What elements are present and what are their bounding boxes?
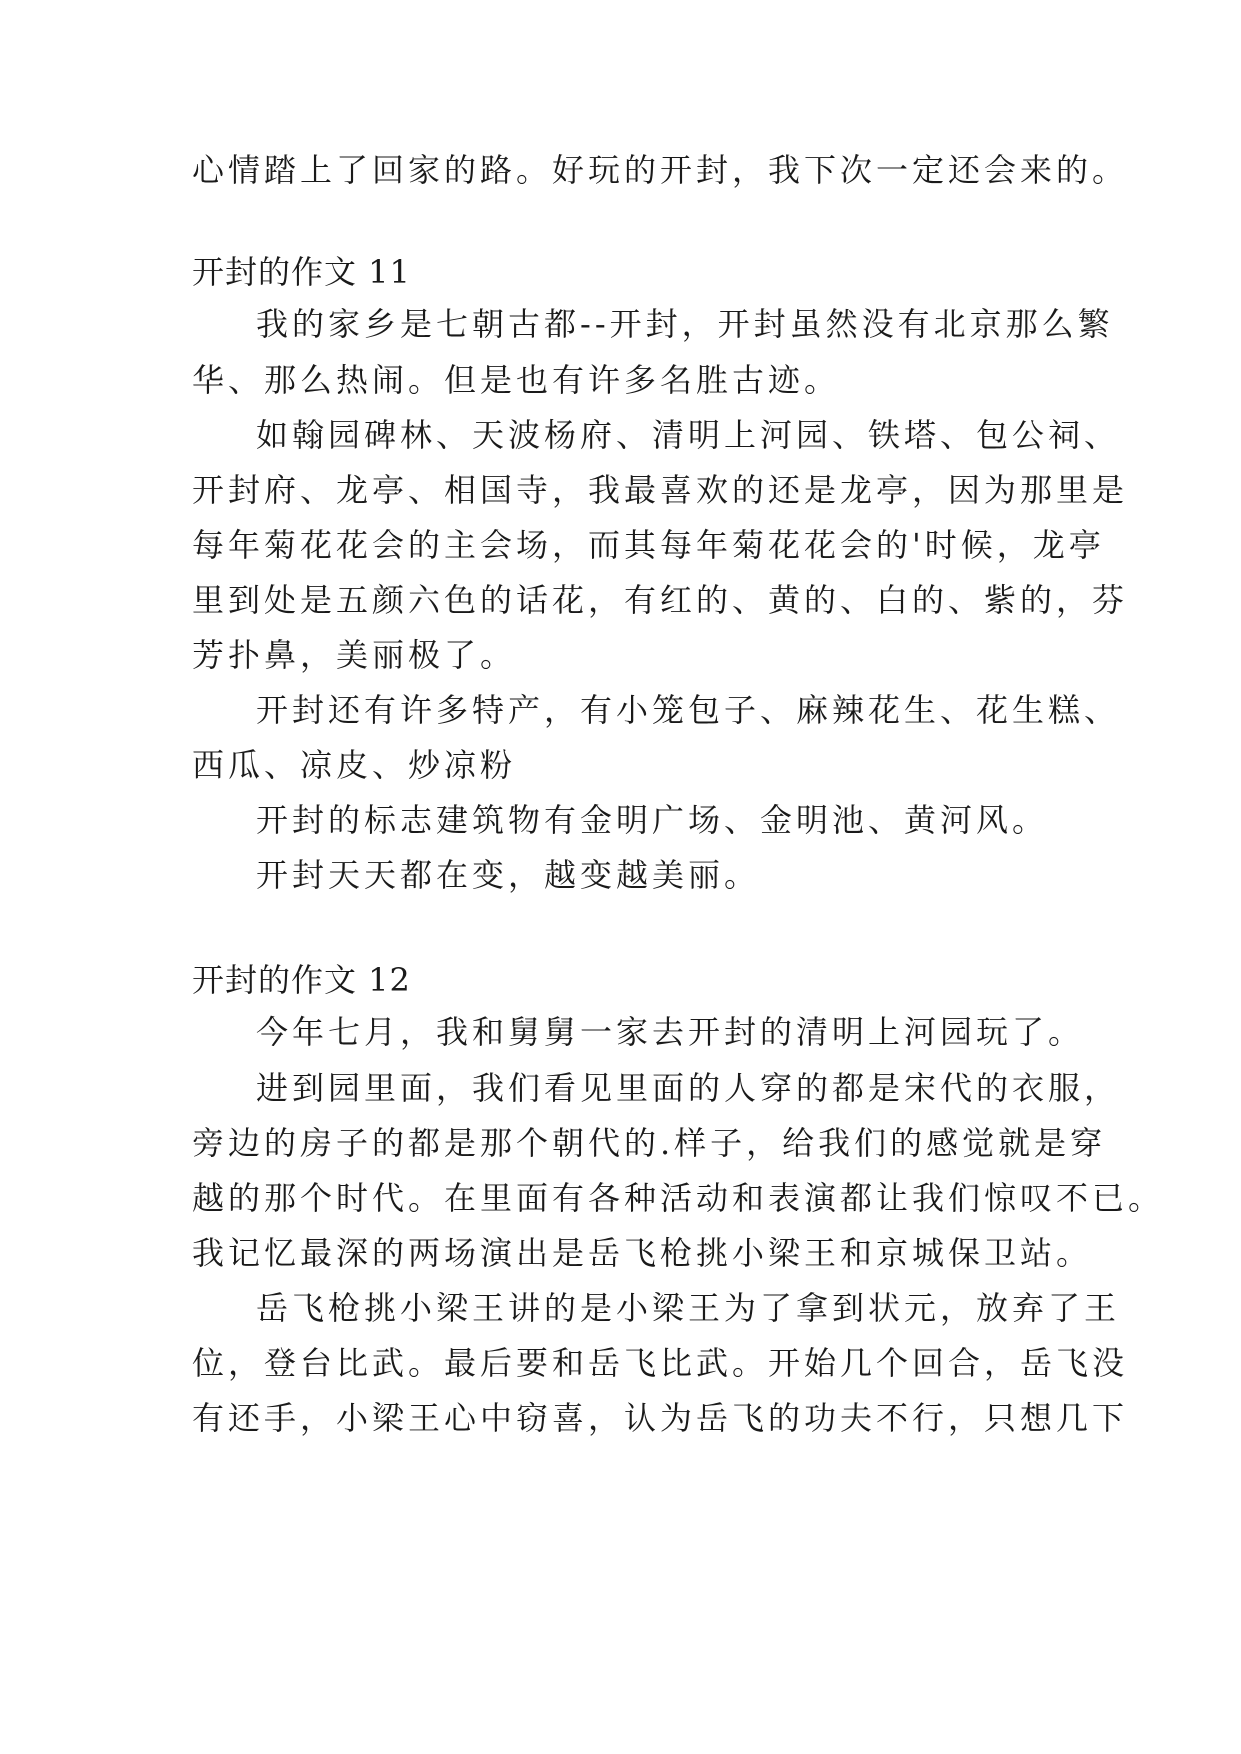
essay-12-line: 越的那个时代。在里面有各种活动和表演都让我们惊叹不已。 [192,1179,1165,1217]
essay-11-line: 每年菊花花会的主会场，而其每年菊花花会的'时候，龙亭 [192,526,1105,564]
essay-11-line: 西瓜、凉皮、炒凉粉 [192,746,517,784]
essay-11-title: 开封的作文 11 [192,253,411,291]
essay-11-line: 开封府、龙亭、相国寺，我最喜欢的还是龙亭，因为那里是 [192,471,1129,509]
essay-12-line: 进到园里面，我们看见里面的人穿的都是宋代的衣服， [256,1069,1121,1107]
essay-12-line: 岳飞枪挑小梁王讲的是小梁王为了拿到状元，放弃了王 [256,1289,1121,1327]
essay-12-title: 开封的作文 12 [192,961,411,999]
essay-12-line: 位，登台比武。最后要和岳飞比武。开始几个回合，岳飞没 [192,1344,1129,1382]
essay-11-line: 开封天天都在变，越变越美丽。 [256,856,761,894]
essay-11-line: 如翰园碑林、天波杨府、清明上河园、铁塔、包公祠、 [256,416,1121,454]
continuation-line: 心情踏上了回家的路。好玩的开封，我下次一定还会来的。 [192,151,1129,189]
essay-11-line: 开封的标志建筑物有金明广场、金明池、黄河风。 [256,801,1049,839]
essay-11-line: 开封还有许多特产，有小笼包子、麻辣花生、花生糕、 [256,691,1121,729]
essay-11-line: 里到处是五颜六色的话花，有红的、黄的、白的、紫的，芬 [192,581,1129,619]
essay-11-line: 华、那么热闹。但是也有许多名胜古迹。 [192,361,841,399]
essay-12-line: 我记忆最深的两场演出是岳飞枪挑小梁王和京城保卫站。 [192,1234,1093,1272]
essay-12-line: 今年七月，我和舅舅一家去开封的清明上河园玩了。 [256,1013,1085,1051]
essay-12-line: 旁边的房子的都是那个朝代的.样子，给我们的感觉就是穿 [192,1124,1107,1162]
essay-12-line: 有还手，小梁王心中窃喜，认为岳飞的功夫不行，只想几下 [192,1399,1129,1437]
essay-11-line: 我的家乡是七朝古都--开封，开封虽然没有北京那么繁 [256,305,1114,343]
essay-11-line: 芳扑鼻，美丽极了。 [192,636,517,674]
